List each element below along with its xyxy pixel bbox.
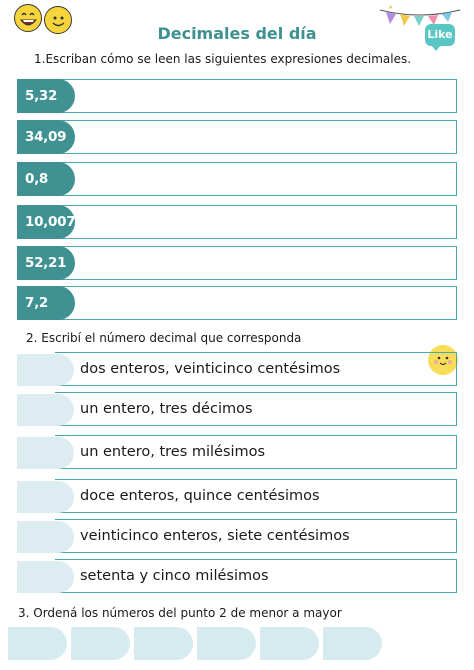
phrase-row[interactable] xyxy=(17,435,457,469)
decimal-number-pill: 10,007 xyxy=(17,205,75,239)
decimal-number-pill: 7,2 xyxy=(17,286,75,320)
phrase-row[interactable] xyxy=(17,559,457,593)
decimal-number-pill: 52,21 xyxy=(17,246,75,280)
order-slot[interactable] xyxy=(71,627,130,660)
phrase-text: veinticinco enteros, siete centésimos xyxy=(80,528,350,544)
decimal-row[interactable] xyxy=(17,79,457,113)
decimal-row[interactable] xyxy=(17,162,457,196)
section-1-instruction: 1.Escriban cómo se leen las siguientes expresiones decimales. xyxy=(34,52,412,66)
phrase-text: setenta y cinco milésimos xyxy=(80,568,269,584)
section-3-instruction: 3. Ordená los números del punto 2 de menor a mayor xyxy=(18,606,342,620)
order-slot[interactable] xyxy=(8,627,67,660)
section-2-instruction: 2. Escribí el número decimal que corresponda xyxy=(26,331,302,345)
phrase-row[interactable] xyxy=(17,352,457,386)
phrase-text: dos enteros, veinticinco centésimos xyxy=(80,361,341,377)
order-slot[interactable] xyxy=(134,627,193,660)
order-slot[interactable] xyxy=(323,627,382,660)
order-slot[interactable] xyxy=(260,627,319,660)
answer-slot[interactable] xyxy=(17,481,74,513)
phrase-text: un entero, tres milésimos xyxy=(80,444,266,460)
decimal-number-pill: 0,8 xyxy=(17,162,75,196)
answer-line[interactable] xyxy=(57,205,457,239)
phrase-row[interactable] xyxy=(17,392,457,426)
answer-line[interactable] xyxy=(57,162,457,196)
phrase-row[interactable] xyxy=(17,479,457,513)
answer-slot[interactable] xyxy=(17,561,74,593)
answer-slot[interactable] xyxy=(17,521,74,553)
answer-line[interactable] xyxy=(57,120,457,154)
order-slot[interactable] xyxy=(197,627,256,660)
answer-line[interactable] xyxy=(57,286,457,320)
answer-slot[interactable] xyxy=(17,437,74,469)
answer-slot[interactable] xyxy=(17,394,74,426)
decimal-number-pill: 5,32 xyxy=(17,79,75,113)
decimal-number-pill: 34,09 xyxy=(17,120,75,154)
svg-text:★: ★ xyxy=(388,4,394,11)
decimal-row[interactable] xyxy=(17,205,457,239)
answer-line[interactable] xyxy=(57,79,457,113)
phrase-row[interactable] xyxy=(17,519,457,553)
decimal-row[interactable] xyxy=(17,286,457,320)
answer-slot[interactable] xyxy=(17,354,74,386)
answer-line[interactable] xyxy=(57,246,457,280)
decimal-row[interactable] xyxy=(17,246,457,280)
decimal-row[interactable] xyxy=(17,120,457,154)
phrase-text: un entero, tres décimos xyxy=(80,401,253,417)
like-speech-badge: Like xyxy=(425,24,455,46)
page-title: Decimales del día xyxy=(157,24,317,43)
phrase-text: doce enteros, quince centésimos xyxy=(80,488,320,504)
